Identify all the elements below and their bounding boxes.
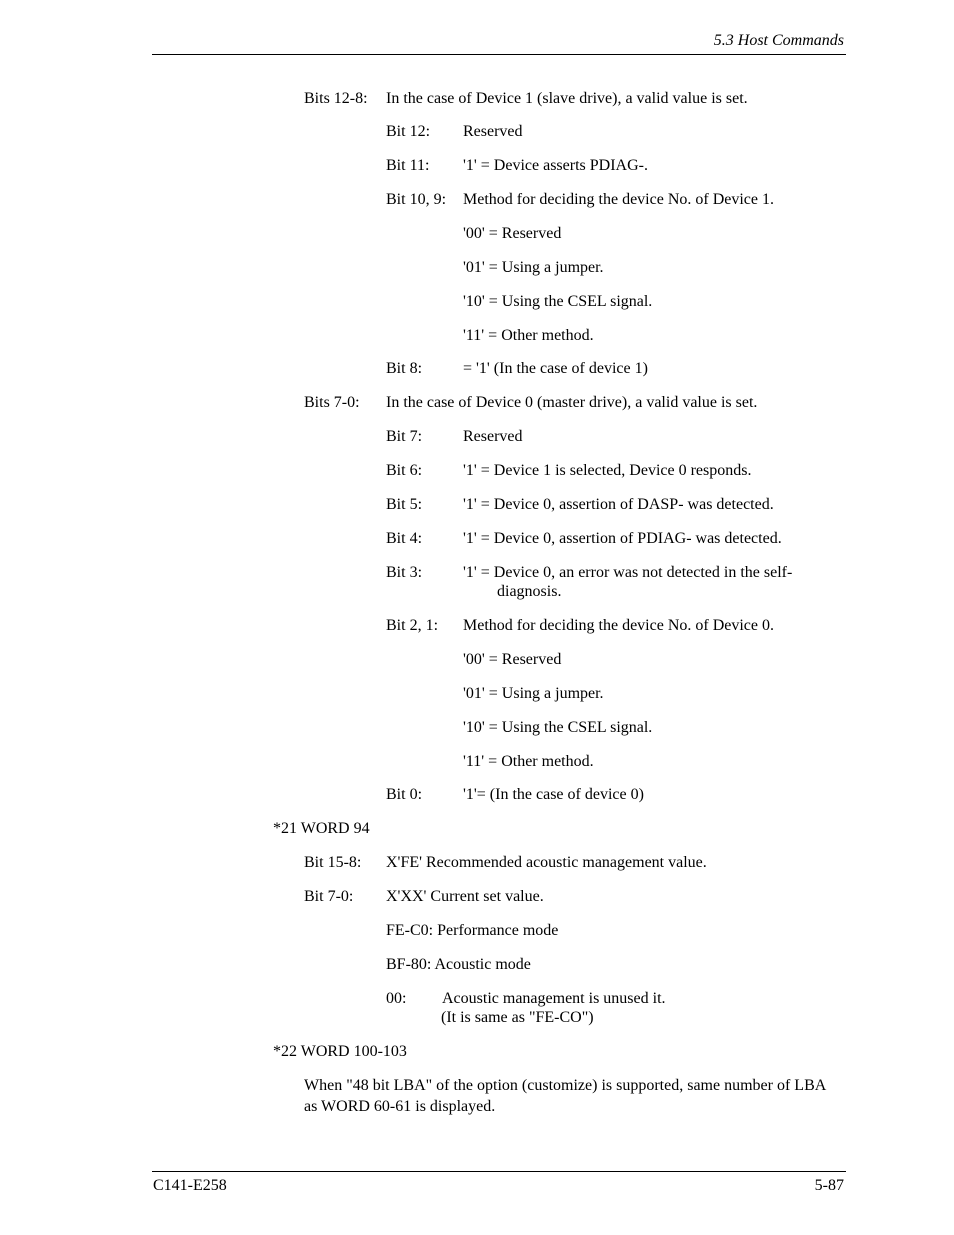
bit-2-1-label: Bit 2, 1: — [386, 617, 439, 634]
bit-6-label: Bit 6: — [386, 462, 423, 479]
bit-8-label: Bit 8: — [386, 360, 423, 377]
bit-12-label: Bit 12: — [386, 123, 431, 140]
page-number: 5-87 — [814, 1177, 844, 1194]
note-21-heading: *21 WORD 94 — [273, 820, 370, 837]
bit-15-8-label: Bit 15-8: — [304, 854, 362, 871]
bit-2-1-option: '10' = Using the CSEL signal. — [463, 719, 653, 736]
bit-7-label: Bit 7: — [386, 428, 423, 445]
bit-6-desc: '1' = Device 1 is selected, Device 0 responds. — [463, 462, 752, 479]
bit-2-1-option: '11' = Other method. — [463, 753, 594, 770]
mode-unused-desc: Acoustic management is unused it. — [442, 990, 666, 1007]
header-divider — [152, 54, 846, 55]
bits-7-0-desc: In the case of Device 0 (master drive), a valid value is set. — [386, 394, 758, 411]
bit-3-desc: '1' = Device 0, an error was not detected in the self- — [463, 564, 793, 581]
bit-4-label: Bit 4: — [386, 530, 423, 547]
note-22-desc: When "48 bit LBA" of the option (customize) is supported, same number of LBA as WORD 60-61 is displayed. — [304, 1077, 826, 1115]
bit-10-9-option: '01' = Using a jumper. — [463, 259, 604, 276]
mode-acoustic: BF-80: Acoustic mode — [386, 956, 531, 973]
bits-7-0-label: Bits 7-0: — [304, 394, 360, 411]
footer-divider — [152, 1171, 846, 1172]
bit-0-desc: '1'= (In the case of device 0) — [463, 786, 644, 803]
bit-10-9-desc: Method for deciding the device No. of Device 1. — [463, 191, 775, 208]
bit-3-label: Bit 3: — [386, 564, 423, 581]
note-22-heading: *22 WORD 100-103 — [273, 1043, 407, 1060]
bit-10-9-option: '10' = Using the CSEL signal. — [463, 293, 653, 310]
bit-10-9-option: '00' = Reserved — [463, 225, 562, 242]
bit-8-desc: = '1' (In the case of device 1) — [463, 360, 648, 377]
bit-7-0-label: Bit 7-0: — [304, 888, 354, 905]
bit-11-label: Bit 11: — [386, 157, 430, 174]
bit-7-0-desc: X'XX' Current set value. — [386, 888, 544, 905]
bits-12-8-desc: In the case of Device 1 (slave drive), a valid value is set. — [386, 90, 748, 107]
mode-unused-note: (It is same as "FE-CO") — [441, 1009, 594, 1026]
bit-12-desc: Reserved — [463, 123, 523, 140]
bit-5-desc: '1' = Device 0, assertion of DASP- was detected. — [463, 496, 774, 513]
bit-10-9-label: Bit 10, 9: — [386, 191, 447, 208]
bit-5-label: Bit 5: — [386, 496, 423, 513]
bit-4-desc: '1' = Device 0, assertion of PDIAG- was detected. — [463, 530, 782, 547]
bit-0-label: Bit 0: — [386, 786, 423, 803]
bits-12-8-label: Bits 12-8: — [304, 90, 368, 107]
bit-15-8-desc: X'FE' Recommended acoustic management value. — [386, 854, 707, 871]
bit-10-9-option: '11' = Other method. — [463, 327, 594, 344]
bit-2-1-option: '00' = Reserved — [463, 651, 562, 668]
bit-2-1-option: '01' = Using a jumper. — [463, 685, 604, 702]
bit-11-desc: '1' = Device asserts PDIAG-. — [463, 157, 648, 174]
bit-7-desc: Reserved — [463, 428, 523, 445]
bit-2-1-desc: Method for deciding the device No. of Device 0. — [463, 617, 775, 634]
mode-performance: FE-C0: Performance mode — [386, 922, 559, 939]
mode-unused-label: 00: — [386, 990, 407, 1007]
document-id: C141-E258 — [153, 1177, 227, 1194]
running-header: 5.3 Host Commands — [713, 32, 844, 49]
bit-3-desc-continued: diagnosis. — [497, 583, 562, 600]
